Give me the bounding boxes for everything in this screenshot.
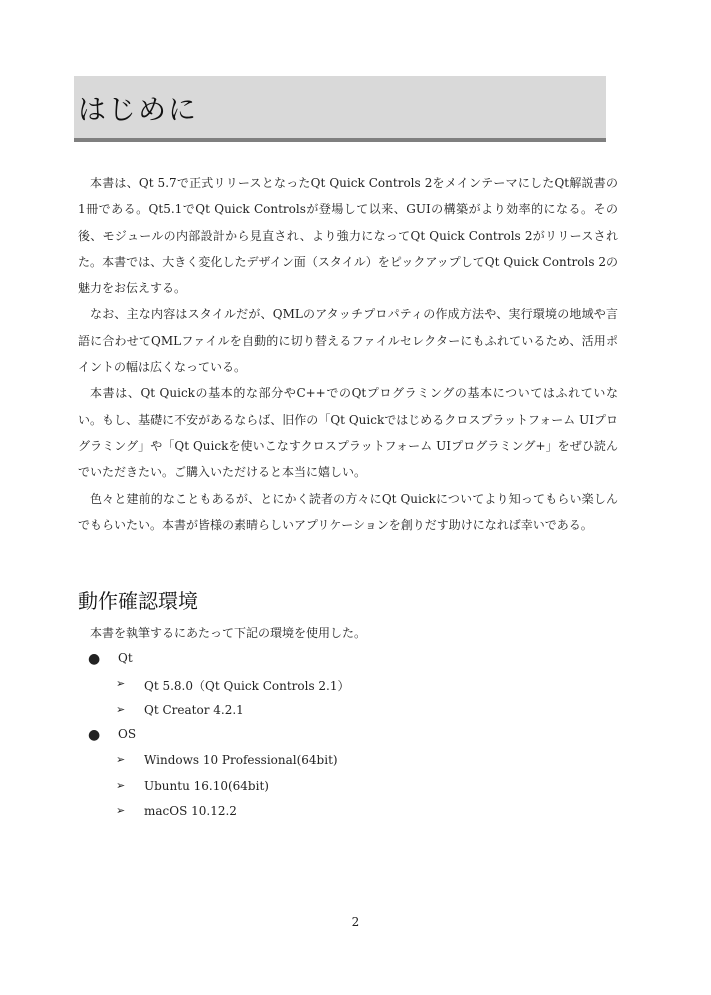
paragraph: 本書は、Qt Quickの基本的な部分やC++でのQtプログラミングの基本についてはふれていない。もし、基礎に不安があるならば、旧作の「Qt Quickではじめるクロスプラットフォーム UIプログラミング」や「Qt Quickを使いこなすクロスプラットフォーム UIプログラミング+」をぜひ読んでいただきたい。ご購入いただけると本当に嬉しい。	[78, 386, 618, 480]
bullet-icon: ●	[88, 651, 101, 667]
env-heading: 動作確認環境	[78, 589, 198, 613]
env-item-label: Qt 5.8.0（Qt Quick Controls 2.1）	[144, 679, 350, 693]
env-item-label: Qt Creator 4.2.1	[144, 703, 244, 717]
env-intro: 本書を執筆するにあたって下記の環境を使用した。	[90, 626, 367, 640]
env-group-label: OS	[118, 727, 137, 741]
env-item-label: macOS 10.12.2	[144, 804, 237, 818]
paragraph: 本書は、Qt 5.7で正式リリースとなったQt Quick Controls 2をメインテーマにしたQt解説書の1冊である。Qt5.1でQt Quick Controlsが登場して以来、GUIの構築がより効率的になる。その後、モジュールの内部設計から見直され、より強力になってQt Quick Controls 2がリリースされた。本書では、大きく変化したデザイン面（スタイル）をピックアップしてQt Quick Controls 2の魅力をお伝えする。	[78, 176, 618, 296]
arrow-icon: ➢	[116, 753, 126, 766]
bullet-icon: ●	[88, 727, 101, 743]
chapter-title: はじめに	[78, 93, 199, 126]
env-item-label: Ubuntu 16.10(64bit)	[144, 779, 269, 793]
page-number: 2	[351, 915, 360, 929]
arrow-icon: ➢	[116, 779, 126, 792]
env-group-label: Qt	[118, 651, 133, 665]
arrow-icon: ➢	[116, 677, 126, 690]
arrow-icon: ➢	[116, 804, 126, 817]
env-item-label: Windows 10 Professional(64bit)	[144, 753, 338, 767]
arrow-icon: ➢	[116, 703, 126, 716]
chapter-title-box	[74, 76, 606, 142]
paragraph: 色々と建前的なこともあるが、とにかく読者の方々にQt Quickについてより知ってもらい楽しんでもらいたい。本書が皆様の素晴らしいアプリケーションを創りだす助けになれば幸いである。	[78, 491, 618, 532]
body-text	[78, 170, 618, 538]
paragraph: なお、主な内容はスタイルだが、QMLのアタッチプロパティの作成方法や、実行環境の地域や言語に合わせてQMLファイルを自動的に切り替えるファイルセレクターにもふれているため、活用ポイントの幅は広くなっている。	[78, 307, 618, 375]
